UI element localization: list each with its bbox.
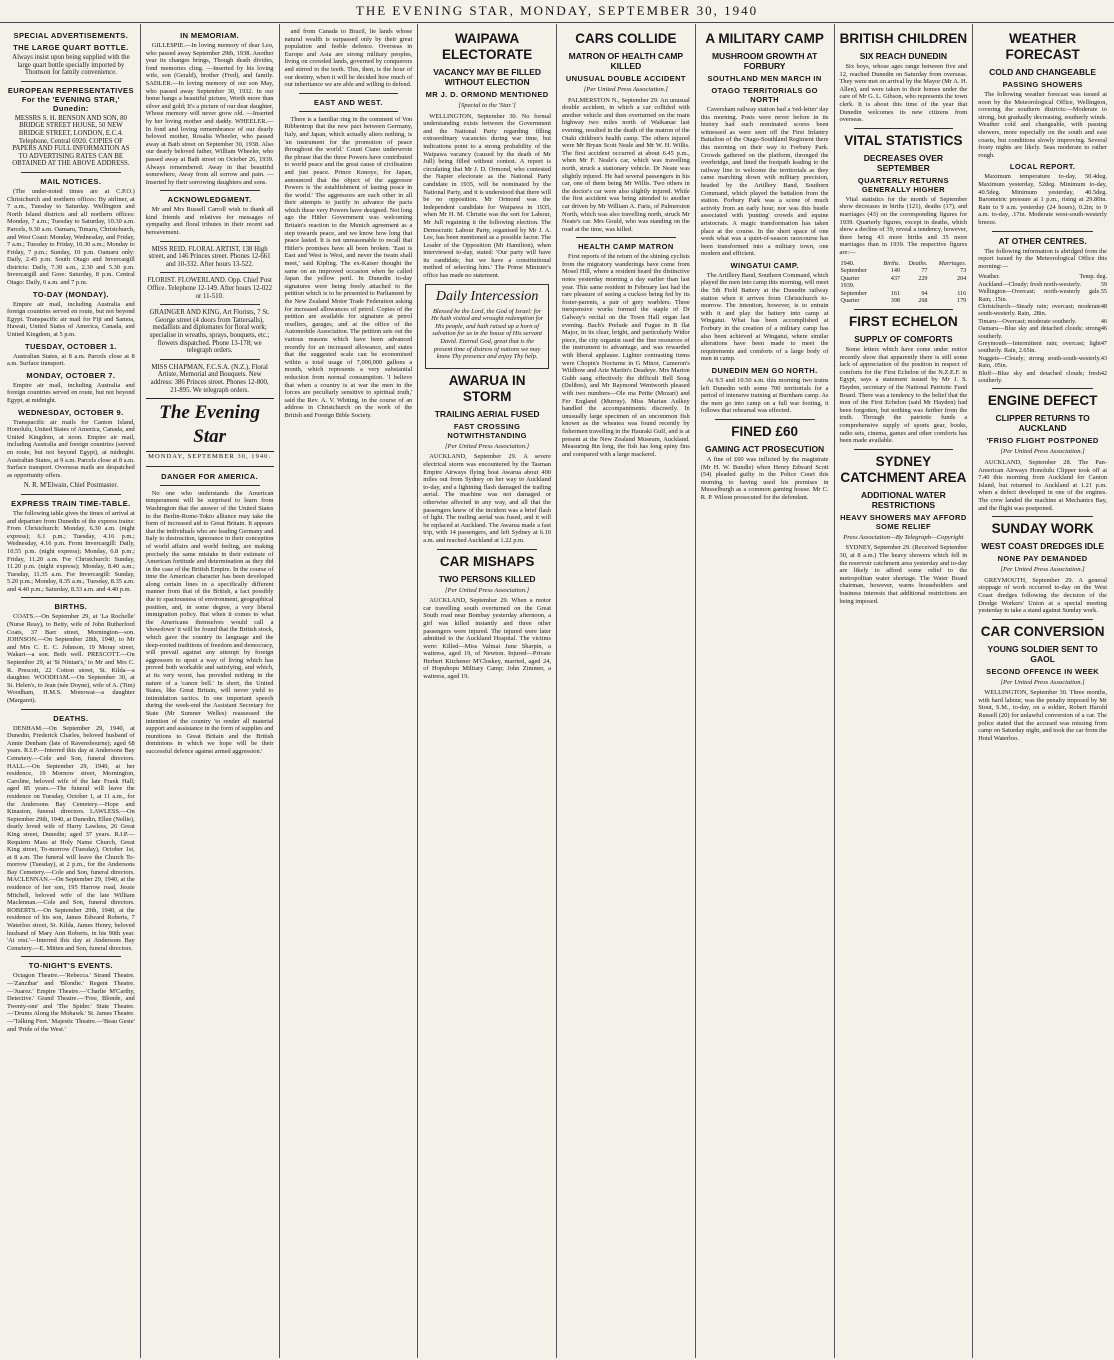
divider — [992, 619, 1093, 620]
ad-miss-chapman: MISS CHAPMAN, F.C.S.A. (N.Z.), Floral Artiste, Memorial and Bouquets. New address: 386 Princes street. Phones 12-800, 21-895. We telegraph orders. — [150, 363, 269, 394]
subhead-double-accident: UNUSUAL DOUBLE ACCIDENT — [565, 74, 686, 83]
local-report-text: Maximum temperature to-day, 50.4deg. Maximum yesterday, 52deg. Minimum to-day, 40.5deg. Minimum yesterday, 40.5deg. Barometric pressure at 1 p.m., rising at 29.80in. Rain to 9 a.m. yesterday (24 hours), 0.2in; to 9 a.m. to-day, .17in. Moderate west-south-westerly breeze. — [978, 173, 1107, 226]
mail-notices-text: (The under-noted times are at C.P.O.) Christchurch and northern offices: By airliner, at 7 a.m., Tuesday to Saturday. Wellington and North Island districts and all northern offices: Monday, 7 a.m.; Tuesday to Saturday, 10.30 a.m. Parcels, 9.30 a.m. Oamaru, Timaru, Christchurch, and West Coast: Monday, Wednesday, and Friday, 7 a.m.; Tuesday to Friday, 10.30 a.m.; Monday to Friday, 7 p.m.; Sunday, 10 p.m. Oamaru only: Daily, 2.45 p.m. South Otago and Invercargill districts: Daily, 7.30 a.m., 2.30 and 5.30 p.m. Invercargill and Gore: Saturday, 8 p.m. Central Otago: Daily, 6 a.m. and 7 p.m. — [7, 187, 135, 287]
stats-cell: September — [840, 289, 867, 297]
stats-year-1940: 1940. — [840, 259, 855, 267]
divider — [854, 449, 954, 450]
centre-weather: Auckland—Cloudy; fresh north-westerly. — [978, 280, 1082, 288]
headline-weather-forecast: WEATHER FORECAST — [1005, 31, 1080, 62]
centre-weather: Nuggets—Cloudy; strong south-south-westerly. Rain, .05in. — [978, 354, 1101, 370]
divider — [576, 237, 676, 238]
divider — [854, 309, 954, 310]
daily-intercession-box — [425, 284, 549, 369]
divider — [21, 597, 121, 598]
headline-sydney-catchment: SYDNEY CATCHMENT AREA — [840, 453, 967, 485]
divider — [160, 241, 260, 242]
stats-cell: 437 — [890, 274, 901, 282]
heading-births: BIRTHS. — [54, 602, 88, 612]
awarua-text: AUCKLAND, September 29. A severe electrical storm was encountered by the Tasman Empire Airways flying boat Awarua about 400 miles out from Sydney on her way to Auckland to-day, and a lightning flash damaged the trailing aerial. The machine was not damaged or otherwise affected in any way, and all that the passengers knew of the incident was a brief flash of light. The trailing aerial was fused, and it will be replaced at Auckland. The Awarua made a fast trip, with 14 passengers, and left Sydney at 6.10 a.m. and reached Auckland at 1.22 p.m. — [423, 453, 551, 544]
intercession-verse: Blessed be the Lord, the God of Israel: for He hath visited and wrought redemption for His people, and hath raised up a horn of salvation for us in the house of His servant David. Eternal God, great that is the present time of distress of nations we may know Thy presence and enjoy Thy help. — [431, 307, 544, 361]
stats-head-deaths: Deaths. — [908, 259, 928, 267]
centre-temp: 46 — [1100, 317, 1107, 325]
subhead-southland-men: SOUTHLAND MEN MARCH IN — [707, 74, 822, 83]
wednesday-text: Transpacific air mails for Canton Island, Honolulu, United States of America, Canada, and United Kingdom, at noon. Empire air mail, including Australia and foreign countries (served en route, but not beyond Egypt), at midnight. Australian States, at 9 a.m. Parcels close at 8 a.m. Surface transport. Overseas mails are despatched as opportunity offers. — [7, 418, 135, 479]
subhead-water-restrictions: ADDITIONAL WATER RESTRICTIONS — [861, 489, 946, 510]
heading-acknowledgment: ACKNOWLEDGMENT. — [167, 195, 252, 205]
heading-quart-bottle: THE LARGE QUART BOTTLE. — [13, 43, 129, 52]
divider — [160, 359, 260, 360]
divider — [21, 494, 121, 495]
subhead-young-soldier: YOUNG SOLDIER SENT TO GAOL — [987, 643, 1098, 664]
waipawa-text: WELLINGTON, September 30. No formal understanding exists between the Government and the National Party regarding filling extraordinary vacancies during war time, but indications point to a strong probability of the Waipawa vacancy (caused by the death of Mr Jull) being filled without contest. A report is circulating that Mr J. D. Ormond, who contested the Napier electorate as the National Party candidate in 1935, will be nominated by the National Party, and it is understood that there will be no opposition. Mr Ormond was the Independent candidate for Waipawa in 1935, when Mr H. M. Christie was the sort for Labour, Mr Jull regaining it the following election. The Democratic Labour Party, organised by Mr J. A. Lee, has been mentioned as a possible factor. The Leader of the Opposition (Mr Hamilton), when interviewed to-day, stated: 'Our party will have its candidate, but we have a constitutional method of selecting him.' The Prime Minister's office has made no statement. — [423, 112, 551, 280]
subhead-mushroom-growth: MUSHROOM GROWTH AT FORBURY — [711, 51, 818, 71]
heading-dunedin-men-north: DUNEDIN MEN GO NORTH. — [711, 366, 818, 375]
headline-engine-defect: ENGINE DEFECT — [987, 393, 1098, 409]
subhead-supply-comforts: SUPPLY OF COMFORTS — [854, 334, 953, 345]
subhead-friso-flight: 'FRISO FLIGHT POSTPONED — [986, 436, 1099, 446]
centres-head-temp: Temp. deg. — [1079, 273, 1107, 281]
divider — [992, 231, 1093, 232]
newspaper-columns — [2, 24, 1112, 1358]
headline-sunday-work: SUNDAY WORK — [991, 521, 1094, 537]
divider — [299, 93, 399, 94]
list-item — [978, 288, 1107, 303]
table-row — [840, 290, 968, 298]
headline-military-camp: A MILITARY CAMP — [705, 31, 824, 46]
heading-east-and-west: EAST AND WEST. — [314, 97, 383, 107]
ad-miss-reid: MISS REID, FLORAL ARTIST, 138 High street, and 146 Princes street. Phones 12-661 and 10-332. After hours 13-522. — [148, 245, 271, 268]
heading-wingatui-camp: WINGATUI CAMP. — [730, 260, 799, 270]
monday-oct7-text: Empire air mail, including Australia and foreign countries served en route, but not beyond Egypt, at midnight. — [7, 381, 135, 404]
ad-flowerland: FLORIST. FLOWERLAND. Opp. Chief Post Office. Telephone 12-149. After hours 12-022 or 11-510. — [147, 277, 273, 300]
stats-head-marriages: Marriages. — [938, 259, 967, 267]
heading-in-memoriam: IN MEMORIAM. — [180, 31, 240, 40]
heading-local-report: LOCAL REPORT. — [1009, 162, 1076, 172]
today-text: Empire air mail, including Australia and foreign countries served en route, but not beyond Egypt. Transpacific air mail for Fiji and Samoa, Hawaii, United States of America, Canada, and United Kingdom, at 5 p.m. — [7, 300, 135, 339]
stats-cell: Quarter — [840, 297, 860, 305]
centre-weather: Greymouth—Intermittent rain; overcast; light southerly. Rain, 2.65in. — [978, 339, 1101, 355]
centre-temp: 59 — [1100, 280, 1107, 288]
centres-header-row — [978, 273, 1107, 280]
acknowledgment-text: Mr and Mrs Russell Carroll wish to thank all kind friends and relatives for messages of sympathy and floral tributes in their recent sad bereavement. — [145, 206, 274, 237]
in-memoriam-text: GILLESPIE.—In loving memory of dear Leo, who passed away September 29th, 1938. Another year its changes brings, Though death divides, fond memories cling. —Inserted by his loving wife, son (Gerald), brother (Fred), and family. SADLER.—In loving memory of our son May, who passed away September 30, 1932. In our home hangs a beautiful picture, Worth more than silver and gold; It's a picture of our dear daughter, Whose memory will never grow old. —Inserted by her loving mother and daddy. WHEELER.—In fond and loving remembrance of our dearly beloved mother, Rosalia Wheeler, who passed away at Bath street on September 30, 1938. Also our dearly beloved father, William Wheeler, who passed away at Bath street on October 26, 1939. Always remembered. Away in that beautiful somewhere, Away from all sorrow and pain. —Inserted by their sorrowing daughters and sons. — [145, 42, 274, 186]
stats-cell: 94 — [921, 289, 928, 297]
subhead-two-killed: TWO PERSONS KILLED — [438, 573, 536, 584]
headline-fined: FINED £60 — [731, 423, 799, 439]
east-west-text: There is a familiar ring in the comment of Von Ribbentrop that the new pact between Germany, Italy, and Japan, which actually alters nothing, is 'an instrument for the promotion of peace throughout the world.' Count Ciano underwrote the phrase that the three Powers have contributed to world peace and the great cause of civilisation and just peace. Prince Konoye, for Japan, announced that the object of the aggressor Powers is 'the establishment of lasting peace in the world.' The aggressors are each other in all their attempts to justify in advance the pacts which these very Powers have designed. Not long ago the Hitler Government was welcoming Britain's reaction to the Munich agreement as a step towards peace, and we know how long that peace lasted. It is not unreasonable to recall that Hitler's promises have all been broken. 'East is East and West is West, and never the twain shall meet,' said Kipling. The ex-Kaiser thought the same on an improved occasion when he called Japan the yellow peril. In Dunedin to-day signatures were being freely attached to the petition which is to be presented to Parliament by the New Zealand Motor Trade Federation asking for increased allowances of petrol. Copies of the petition are available for signature at petrol resellers, garages, and at the office of the Automobile Association. The petition sets out the various reasons which have been advanced recently for an increased allowance, and states that the suggested scale can be economised within a total usage of 7,000,000 gallons a month, which represents a very substantial reduction from normal consumption. 'I believe that when a country is at war the men in the forces are peculiarly sensitive to spiritual truth,' said the Rev. A. V. Whiting, in the course of an address in Christchurch on the work of the British and Foreign Bible Society. — [284, 115, 413, 419]
table-row — [840, 267, 968, 275]
subhead-matron-killed: MATRON OF HEALTH CAMP KILLED — [568, 51, 684, 71]
centre-weather: Wellington—Overcast; north-westerly gale. Rain, .15in. — [978, 288, 1101, 303]
stats-cell: 77 — [921, 267, 928, 275]
list-item — [978, 303, 1107, 318]
heading-european-reps: EUROPEAN REPRESENTATIVES For the 'EVENING STAR,' Dunedin: — [7, 85, 134, 113]
divider — [21, 709, 121, 710]
heading-other-centres: AT OTHER CENTRES. — [998, 235, 1087, 246]
deaths-text: DENHAM.—On September 29, 1940, at Dunedin, Frederick Charles, beloved husband of Annie Denham (late of Ravensbourne); aged 68 years. R.I.P.—Interred this day at Andersons Bay Cemetery.—Cole and Son, funeral directors. HALL.—On September 29, 1940, at her residence, 19 Mornow street, Mornington, Caroline, beloved wife of the late Frank Hall; aged 85 years.—The funeral will leave the residence on Tuesday, October 1, at 11 a.m., for the Andersons Bay Cemetery.—Hope and Kinaston, funeral directors. LAWLESS.—On September 29th, 1940, at Dunedin, Ellen (Nellie), dearly loved wife of Harry Lawless, 26 Great King street, Dunedin; aged 37 years. R.I.P.—Requiem Mass at Holy Name Church, Great King street, To-morrow (Tuesday), October 1st, at 8 a.m. The funeral will leave the Church To-morrow (Tuesday), at 2 p.m., for the Andersons Bay Cemetery.—Cole and Son, funeral directors. MACLENNAN.—On September 29, 1940, at the residence of her son, 195 Harrow road, Jessie Mitchell, beloved wife of the late William Maclennan.—Cole and Son, funeral directors. ROBERTS.—On September 29th, 1940, at the residence of his son, James Edward Roberts, 7 Waterloo street, St. Kilda, James Henry, beloved husband of Mary Ann Roberts, in his 90th year. 'At rest.'—Interred this day at Andersons Bay Cemetery.—E. Mitten and Son, funeral directors. — [7, 724, 135, 952]
headline-waipawa: WAIPAWA ELECTORATE — [441, 31, 533, 62]
events-text: Octagon Theatre.—'Rebecca.' Strand Theatre.—'Zanzibar' and 'Blondie.' Regent Theatre.—'Juarez.' Empire Theatre.—'Charlie M'Carthy, Detective.' Grand Theatre.—'Free, Blonde, and Twenty-one' and 'The Spider.' State Theatre.—'Drums Along the Mohawk.' St. James Theatre.—'Talking Feet.' Majestic Theatre.—'Beau Geste' and 'Pride of the West.' — [7, 972, 135, 1033]
heading-health-camp-matron: HEALTH CAMP MATRON — [578, 242, 674, 252]
column-8 — [973, 24, 1112, 1358]
divider — [437, 549, 537, 550]
divider — [160, 304, 260, 305]
stats-cell: 398 — [890, 297, 901, 305]
dunedin-men-text: At 9.5 and 10.50 a.m. this morning two trains left Dunedin with some 700 territorials for a period of intensive training at Burnham camp. As the men go into camp on a full war footing, it follows that rehearsal was effected. — [700, 377, 829, 415]
subhead-clipper-returns: CLIPPER RETURNS TO AUCKLAND — [995, 413, 1090, 434]
centre-weather: Oamaru—Blue sky and detached clouds; strong southerly. — [978, 325, 1101, 340]
column-7 — [835, 24, 974, 1358]
heading-danger-for-america: DANGER FOR AMERICA. — [161, 471, 259, 481]
editorial-text: No one who understands the American temperament will be surprised to learn from Washington that the answer of the United States to the Berlin-Rome-Tokio alliance may take the form of increased aid to Great Britain. It appears that the individuals who are leading Germany and Italy to destruction, ignorance in their conception of world affairs and world feeling, are making precisely the same mistake in their estimate of American fortitude and determination as they did in the case of the British Empire. In the course of time the American character has been developed along certain lines in a specifically different manner from that of the British, a fact possibly due to spaciousness of environment, geographical position, and, in some degree, a very liberal immigration policy. But when it comes to what the Americans themselves would call a 'showdown' it will be found that the British stock, which gave the country its language and the deep-rooted traditions of freedom and democracy, will prevail against any attempt by foreign aggressors to upset a way of living which has proved both workable and satisfying, and which, at its very worst, has provided nothing in the nature of a 'canon bell.' In short, the United States, like Great Britain, will never yield to intimidation tactics. In one important speech during the week-end the Assistant Secretary for State (Mr Sumner Welles) reassessed the intention of the country 'to render all material support and assistance in the form of supplies and munitions to Great Britain and the British dominions in which we hope will be their successful defence against armed aggression.' — [145, 489, 274, 755]
headline-car-conversion: CAR CONVERSION — [980, 623, 1105, 639]
divider — [160, 272, 260, 273]
divider — [21, 956, 121, 957]
subhead-second-offence: SECOND OFFENCE IN WEEK — [986, 666, 1100, 676]
divider — [992, 516, 1093, 517]
centres-head-weather: Weather. — [978, 273, 1000, 281]
column-5 — [557, 24, 696, 1358]
fined-text: A fine of £60 was inflicted by the magistrate (Mr H. W. Bundle) when Henry Edward Scott (54) pleaded guilty in the Police Court this morning to having used his premises in Musselburgh as a common gaming house. Mr C. R. P. Wilson prosecuted for the defendant. — [700, 455, 829, 501]
stats-header-row — [840, 260, 968, 268]
subhead-cold-changeable: COLD AND CHANGEABLE — [989, 67, 1097, 77]
centre-temp: 48 — [1100, 302, 1107, 310]
divider — [21, 81, 121, 82]
subhead-otago-territorials: OTAGO TERRITORIALS GO NORTH — [711, 86, 818, 104]
list-item — [978, 355, 1107, 370]
subhead-six-reach: SIX REACH DUNEDIN — [859, 51, 948, 61]
centre-temp: 47 — [1100, 339, 1107, 347]
cars-collide-text: PALMERSTON N., September 29. An unusual double accident, in which a car collided with another vehicle and then overturned on the main highway two miles north of Waikanae last evening, resulted in the death of the matron of the Otaki children's health camp. The others injured were Mr Bryan Scott Neale and Mr W. H. Willis. The first accident occurred at about 6.45 p.m., when Mr F. Neale's car, which was travelling north, struck a stationary vehicle. Dr Neate was slightly injured. He had several passengers in his car, one of them being Mr Willis. Two others in the doctor's car were also slightly injured. While the first accident was being attended to another car driven by Mr William A. Faris, of Palmerston North, which was also travelling north, struck Mr Neate's car. Mrs Gould, who was standing on the road at the time, was killed. — [562, 96, 690, 233]
divider — [715, 419, 815, 420]
byline-special: [Special to the 'Star.'] — [458, 102, 516, 109]
table-row — [840, 297, 968, 305]
centre-weather: Bluff—Blue sky and detached clouds; fresh southerly. — [978, 369, 1101, 384]
subhead-gaming-act: GAMING ACT PROSECUTION — [705, 443, 825, 454]
british-children-text: Six boys, whose ages range between five and 12, reached Dunedin on Saturday from overseas. They were met on arrival by the Mayor (Mr A. H. Allen), and were taken to their homes under the care of Mr G. L. Gibson, who represents the town clerk. It is about this time of the year that Dunedin welcomes its new citizens from overseas. — [839, 63, 968, 124]
newspaper-flag: The Evening Star — [146, 398, 274, 452]
stats-cell: Quarter — [840, 274, 860, 282]
heading-today: TO-DAY (MONDAY). — [32, 289, 109, 299]
headline-vital-statistics: VITAL STATISTICS — [844, 132, 963, 148]
first-echelon-text: Some letters which have come under notice recently show that apparently there is still some lack of appreciation of the position in respect of comforts for the First Echelon of the N.Z.E.F. in Egypt, says a statement issued by Mr J. S. Hayden, secretary of the National Patriotic Fund Board. There was a tendency to the belief that the men of the First Echelon (said Mr Hayden) had been forgotten, but nothing was further from the truth. Through the patriotic funds a comprehensive supply of sports gear, books, radio sets, cinema, games and other comforts has been made available. — [839, 346, 968, 445]
subhead-fast-crossing: FAST CROSSING NOTWITHSTANDING — [447, 421, 527, 440]
ad-grainger-king: GRAINGER AND KING, Art Florists, 7 St. George street (4 doors from Tattersalls), medallists and diplomates for floral work; specialise in wreaths, sprays, bouquets, etc.; flowers dispatched. Phone 13-178; we telegraph orders. — [149, 309, 270, 355]
stats-head-births: Births. — [883, 259, 901, 267]
car-mishaps-text: AUCKLAND, September 29. When a motor car travelling south overturned on the Great South road near Bombay yesterday afternoon, a girl was killed instantly and three other passengers were injured. The injured were later admitted to the Auckland Hospital. The victims were: Killed—Miss Valmai June Sharpin, a waitress, aged 19, of Newton. Injured—Private Herbert Kitchener M'Closkey, married, aged 24, of Hopuhopu Military Camp; John Zimmer, a waitress, aged 19. — [423, 597, 551, 681]
lead-text: and from Canada to Brazil, lie lands whose natural wealth is surpassed only by their great population and feeble defence. Overseas in Europe and Asia are strong military peoples, living on crowded lands, governed by conquerors and stirred to the teeth. This, then, is the hour of our destiny, when it will be decided how much of our inheritance we are able and willing to defend. — [284, 28, 413, 89]
centre-temp: 46 — [1100, 325, 1107, 333]
list-item — [978, 340, 1107, 355]
heading-daily-intercession: Daily Intercession — [435, 288, 539, 304]
subhead-passing-showers: PASSING SHOWERS — [1002, 80, 1083, 89]
centre-weather: Christchurch—Steady rain; overcast; moderate south-westerly. Rain, .28in. — [978, 302, 1101, 318]
subhead-vacancy: VACANCY MAY BE FILLED WITHOUT ELECTION — [433, 67, 542, 87]
subhead-ormond: MR J. D. ORMOND MENTIONED — [425, 90, 549, 99]
tuesday-text: Australian States, at 8 a.m. Parcels close at 8 a.m. Surface transport. — [7, 352, 135, 368]
headline-awarua: AWARUA IN STORM — [448, 372, 526, 404]
subhead-dredges-idle: WEST COAST DREDGES IDLE — [981, 541, 1105, 552]
byline-press: [Per United Press Association.] — [583, 86, 668, 93]
subhead-none-pay: NONE PAY DEMANDED — [997, 554, 1088, 564]
divider — [146, 466, 274, 467]
page-masthead: THE EVENING STAR, MONDAY, SEPTEMBER 30, 1940 — [0, 0, 1114, 23]
subhead-heavy-showers: HEAVY SHOWERS MAY AFFORD SOME RELIEF — [840, 512, 967, 531]
list-item — [978, 281, 1107, 288]
stats-cell: 161 — [890, 289, 901, 297]
byline-press: [Per United Press Association.] — [1000, 448, 1085, 456]
divider — [160, 190, 260, 191]
stats-cell: September — [840, 267, 867, 275]
centres-list — [978, 281, 1107, 385]
divider — [992, 388, 1093, 389]
centre-temp: 42 — [1100, 369, 1107, 377]
postmaster-signature: N. R. M'Elwain, Chief Postmaster. — [23, 482, 118, 490]
column-3 — [280, 24, 419, 1358]
heading-wednesday: WEDNESDAY, OCTOBER 9. — [18, 407, 124, 417]
heading-tonights-events: TO-NIGHT'S EVENTS. — [28, 961, 114, 971]
list-item — [978, 318, 1107, 325]
sunday-work-text: GREYMOUTH, September 29. A general stoppage of work occurred to-day on the West Coast dredges following the decision of the Dredge Workers' Union at a special meeting yesterday to take a stand against Sunday work. — [978, 576, 1107, 615]
weather-forecast-text: The following weather forecast was issued at noon by the Meteorological Office, Wellington, covering the southern districts:—Moderate to strong, but gradually decreasing, southerly winds. Weather cold and changeable, with passing showers, more especially on the south and east coasts, but conditions slowly improving. Several frosty nights are likely. Seas moderate to rather rough. — [978, 91, 1107, 159]
other-centres-intro: The following information is abridged from the report issued by the Meteorological Office this morning:— — [978, 247, 1107, 270]
headline-cars-collide: CARS COLLIDE — [575, 31, 677, 46]
divider — [299, 111, 399, 112]
stats-cell: 204 — [956, 274, 967, 282]
headline-car-mishaps: CAR MISHAPS — [439, 553, 535, 569]
heading-tuesday: TUESDAY, OCTOBER 1. — [24, 341, 117, 351]
byline-press: [Per United Press Association.] — [444, 442, 530, 450]
ad-quart-bottle: Always insist upon being supplied with the large quart bottle specially imported by Thomson for family convenience. — [12, 54, 130, 77]
subhead-trailing-aerial: TRAILING AERIAL FUSED — [434, 408, 540, 419]
heading-monday-oct7: MONDAY, OCTOBER 7. — [26, 370, 116, 380]
stats-cell: 73 — [960, 267, 967, 275]
vital-statistics-text: Vital statistics for the month of September show decreases in births (121), deaths (17), and marriages (43) on the corresponding figures for 1939. Quarterly figures, except in deaths, which show a decline of 39, reveal a tendency, however, there being 43 more births and 35 more marriages than in 1939. The respective figures are:— — [839, 195, 968, 256]
centre-weather: Timaru—Overcast; moderate southerly. — [978, 317, 1077, 325]
heading-mail-notices: MAIL NOTICES. — [40, 176, 102, 186]
byline-press: [Per United Press Association.] — [444, 586, 530, 594]
centre-temp: 43 — [1100, 354, 1107, 362]
table-row — [840, 275, 968, 283]
heading-deaths: DEATHS. — [53, 713, 89, 723]
military-camp-text: Caversham railway station had a 'red-letter' day this morning. Posts were never before in its history had such nominated scores been witnessed as were seen off the First Infantry Battalion of the Otago-Southland Regiment there this morning on their way to Forbury Park. Crowds gathered on the platform, thronged the overbridge, and lined the footpath leading to the railway line to welcome the territorials as they came marching down with military precision, headed by the Artillery Band, Southern Command, which played the battalion from the station. Forbury Park was a scene of much activity from an early hour, nor was this bustle associated with 'punting' crowds and equine aristocrats. A magic transformation has taken place at the course. In the short space of one week what was a quiet-of-season racecourse has been transformed into a military town, one modern and efficient. — [700, 106, 829, 258]
stats-cell: 268 — [918, 297, 928, 305]
car-conversion-text: WELLINGTON, September 30. Three months, with hard labour, was the penalty imposed by Mr Stout, S.M., to-day, on a soldier, Robert Harold Russell (20) for unlawful conversion of a car. The police stated that the accused was missing from camp on Saturday night, and took the car from the Hotel Waterloo. — [978, 689, 1107, 742]
stats-cell: 140 — [890, 267, 901, 275]
list-item — [978, 325, 1107, 340]
stats-cell: 229 — [918, 274, 928, 282]
list-item — [978, 370, 1107, 385]
divider — [21, 172, 121, 173]
engine-defect-text: AUCKLAND, September 28. The Pan-American Airways Honolulu Clipper took off at 7.40 this morning from Auckland for Canton Island, but returned to Auckland at 1.21 p.m. when a defect developed in one of the engines. The crew landed the machine at Mechanics Bay, and the flight was postponed. — [978, 458, 1107, 512]
sydney-text: SYDNEY, September 29. (Received September 30, at 8 a.m.) The heavy showers which fell in the reservoir catchment area yesterday and to-day are likely to afford some relief to the metropolitan water shortage. The Water Board chairman, however, warns householders and business interests that additional restrictions are being imposed. — [839, 544, 968, 605]
health-camp-text: First reports of the return of the shining cyclists from the migratory wanderings have come from Mosel Hill, where a resident heard the distinctive notes yesterday morning a day earlier than last year. This same resident in February last had the rare pleasure of seeing a cuckoo being fed by its foster-parents, a pair of grey warblers. Three inexpensive works formed the staple of Dr Galway's recital on the Town Hall organ last evening. Bach's Prelude and Fugue in B flat Major, in its clear, bright, and particularly Widor piece, the city organist used the fine resources of the instrument to advantage, and was rewarded with liberal applause. Lighter contrasting items were Chopin's Nocturne in G Minor, Cameron's Wildbow and Arie Martin's Deadeye. Mrs Marion Gubb sang effectively the difficult Bell Song (Delibes), and Mr Raymond Wentworth pleased with two numbers—Ole ma Petite (Mozart) and Fer England (Murray). Miss Marian Aulkey handled the accompaniments discreetly. In unusually large specimen of an uncommon fish known as the wheatea was found recently by fishermen travelling in the Hauraki Gulf, and is at present at the New Zealand Museum, Auckland. Measuring 8in long, the fish has long spiny fins and compared with a large mackerel. — [562, 253, 690, 458]
ad-benson: MESSRS S. H. BENSON AND SON, 80 BRIDGE STREET HOUSE, 50 NEW BRIDGE STREET, LONDON, E.C.4. Telephone, Central 6920. COPIES OF PAPERS AND FULL INFORMATION AS TO ADVERTISING RATES CAN BE OBTAINED AT THE ABOVE ADDRESS. — [12, 114, 130, 168]
column-1 — [2, 24, 141, 1358]
flag-date: MONDAY, SEPTEMBER 30, 1940. — [148, 453, 272, 461]
headline-british-children: BRITISH CHILDREN — [839, 31, 968, 46]
centre-temp: 55 — [1100, 288, 1107, 296]
divider — [854, 128, 954, 129]
births-text: COATS.—On September 29, at 'La Rochelle' (Nurse Reay), to Betty, wife of John Rutherford Coats, 37 Barr street, Mornington—son. JOHNSON.—On September 28th, 1940, to Mr and Mrs C. E. C. Johnson, 19 Moray street, Wakari—a son. Both well. PRESCOTT.—On September 29, at 'St Ninian's,' to Mr and Mrs C. R. Prescott, 22 Cotton street, St. Kilda—a daughter. WOODHAM.—On September 30, at St. Helen's, to Jean (née Doyne), wife of A. (Tim) Woodham, H.M.S. Monowai—a daughter (Margaret). — [7, 613, 135, 704]
column-4 — [418, 24, 557, 1358]
byline-press: [Per United Press Association.] — [1000, 678, 1085, 686]
wingatui-text: The Artillery Band, Southern Command, which played the men into camp this morning, will meet the 5th Field Battery at the Dunedin railway station when it arrives from Christchurch to-morrow. The intention, however, is to entrain with it and play the battery into camp at Wingatui. What has been accomplished at Forbury in the creation of a military camp has also been achieved at Wingatui, where similar alterations have been made to meet the requirements and comforts of a large body of men in camp. — [700, 271, 829, 363]
column-2 — [141, 24, 280, 1358]
column-6 — [696, 24, 835, 1358]
headline-first-echelon: FIRST ECHELON — [848, 314, 958, 330]
heading-train-timetable: EXPRESS TRAIN TIME-TABLE. — [11, 498, 131, 508]
subhead-quarterly-returns: QUARTERLY RETURNS GENERALLY HIGHER — [857, 175, 949, 194]
byline-press: [Per United Press Association.] — [1000, 566, 1085, 574]
stats-cell: 116 — [957, 289, 967, 297]
subhead-decreases: DECREASES OVER SEPTEMBER — [863, 152, 944, 173]
stats-cell: 179 — [956, 297, 967, 305]
vital-statistics-table — [840, 260, 968, 306]
heading-special-ads: SPECIAL ADVERTISEMENTS. — [13, 31, 129, 40]
stats-header-row — [840, 282, 968, 290]
divider — [160, 485, 260, 486]
stats-year-1939: 1939. — [840, 282, 855, 290]
byline-telegraph: Press Association—By Telegraph—Copyright — [843, 533, 964, 541]
train-timetable-text: The following table gives the times of arrival at and departure from Dunedin of the express trains: From Christchurch: Monday, 6.30 a.m. (night express); 6.1 p.m.; Tuesday, 4.16 p.m.; Wednesday, 4.16 p.m. From Invercargill: Daily, 10.55 p.m. (night express); Monday, 6.8 p.m.; Friday, 11.20 a.m. For Christchurch: Sunday, 11.20 p.m. (night express); Monday, 8.40 a.m.; Tuesday, 11.35 a.m. For Invercargill: Sunday, 5.20 p.m.; Monday, 8.35 a.m.; Tuesday, 8.35 a.m. and 4.40 p.m.; Saturday, 8.33 a.m. and 4.40 p.m. — [7, 509, 135, 593]
